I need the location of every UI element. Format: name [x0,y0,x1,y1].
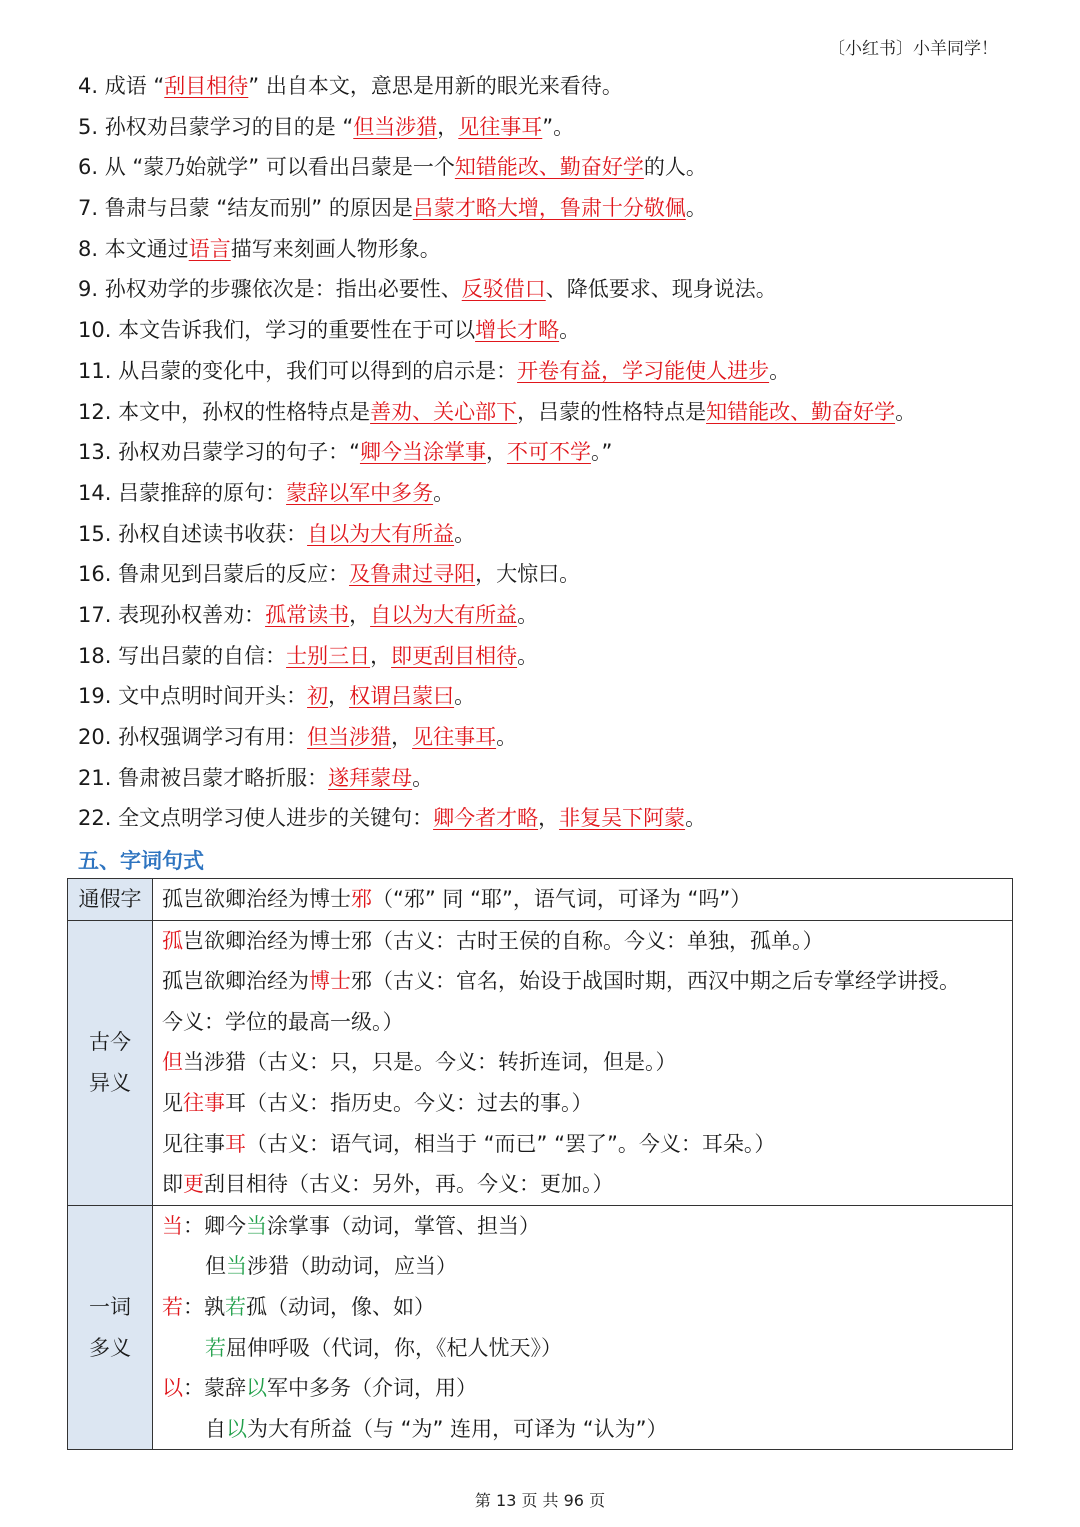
list-item [78,107,1018,148]
question-text: ， [437,114,459,139]
answer-text: 增长才略 [475,318,560,343]
section-title: 五、字词句式 [78,849,204,873]
content-yici [153,1205,1013,1450]
question-text: ， [328,684,350,709]
question-text: 。 [895,399,917,424]
question-text: 。 [433,480,455,505]
label-yici [68,1205,153,1450]
text-span: 屈伸呼吸（代词，你，《杞人忧天》） [226,1335,562,1360]
answer-text: 及鲁肃过寻阳 [349,562,476,587]
question-text: 7. 鲁肃与吕蒙 “结友而别” 的原因是 [78,196,413,221]
table-line [162,1206,1012,1247]
text-span: 即 [162,1172,183,1197]
text-span: 军中多务（介词，用） [267,1376,477,1401]
highlight-char: 更 [183,1172,204,1197]
label-text: 一词 [89,1294,131,1319]
question-text: 。 [559,318,581,343]
answer-text: 非复吴下阿蒙 [559,806,686,831]
content-gujin [153,920,1013,1205]
green-char: 当 [226,1254,247,1279]
question-text: 11. 从吕蒙的变化中，我们可以得到的启示是： [78,358,518,383]
answer-text: 孤常读书 [265,602,350,627]
question-list [78,66,1018,839]
question-text: ”。 [542,114,575,139]
question-text: ” 出自本文，意思是用新的眼光来看待。 [248,74,623,98]
text-span: 卿今 [204,1213,246,1238]
question-text: 10. 本文告诉我们，学习的重要性在于可以 [78,318,476,343]
answer-text: 知错能改、勤奋好学 [706,399,896,424]
question-text: 。 [685,196,707,221]
green-char: 若 [205,1335,226,1360]
highlight-char: 但 [162,1050,183,1075]
question-text: 15. 孙权自述读书收获： [78,521,308,546]
green-char: 以 [246,1376,267,1401]
text-span: ： [183,1294,204,1319]
question-text: 。 [769,358,791,383]
table-row-tongjia [68,879,1013,921]
answer-text: 自以为大有所益 [307,521,455,546]
answer-text: 反驳借口 [461,277,546,302]
list-item [78,758,1018,799]
label-text: 古今 [89,1030,131,1055]
answer-text: 卿今者才略 [433,806,539,831]
table-row-yici [68,1205,1013,1450]
highlight-char: 邪 [351,887,372,911]
list-item [78,188,1018,229]
table-line [162,1164,1012,1205]
question-text: ， [349,602,371,627]
question-text: 4. 成语 “ [78,74,165,98]
list-item [78,717,1018,758]
highlight-char: 孤 [162,928,183,953]
answer-text: 即更刮目相待 [391,643,518,668]
label-text: 多义 [89,1335,131,1360]
table-line [162,1042,1012,1083]
list-item [78,432,1018,473]
list-item [78,66,1018,107]
answer-text: 初 [307,684,329,709]
question-text: 21. 鲁肃被吕蒙才略折服： [78,765,329,790]
question-text: ， [391,725,413,749]
answer-text: 但当涉猎 [353,114,438,139]
text-span: 蒙辞 [204,1376,246,1401]
table-line [162,1246,1012,1287]
answer-text: 吕蒙才略大增，鲁肃十分敬佩 [412,196,686,221]
green-char: 当 [246,1213,267,1238]
answer-text: 知错能改、勤奋好学 [454,155,644,180]
question-text: 18. 写出吕蒙的自信： [78,643,287,668]
list-item [78,595,1018,636]
text-span: 当涉猎（古义：只，只是。今义：转折连词，但是。） [183,1050,677,1075]
text-span: ： [183,1376,204,1401]
table-row-gujin [68,920,1013,1205]
list-item [78,229,1018,270]
label-tongjia [68,879,153,921]
answer-text: 见往事耳 [412,725,497,749]
table-line [162,921,1012,962]
table-line [162,1124,1012,1165]
list-item [78,798,1018,839]
table-line [162,1002,1012,1043]
answer-text: 见往事耳 [458,114,543,139]
answer-text: 自以为大有所益 [370,602,518,627]
question-text: 。 [454,521,476,546]
question-text: 。 [496,725,518,749]
keyword: 若 [162,1294,183,1319]
question-text: 14. 吕蒙推辞的原句： [78,480,287,505]
list-item [78,269,1018,310]
question-text: 。 [412,765,434,790]
question-text: 12. 本文中，孙权的性格特点是 [78,399,371,424]
question-text: ，吕蒙的性格特点是 [517,399,707,424]
question-text: 描写来刻画人物形象。 [230,236,441,261]
question-text: 。 [685,806,707,831]
question-text: 22. 全文点明学习使人进步的关键句： [78,806,434,831]
list-item [78,514,1018,555]
answer-text: 开卷有益，学习能使人进步 [517,358,770,383]
text-span: 涂掌事（动词，掌管、担当） [267,1213,540,1238]
answer-text: 不可不学 [506,440,591,465]
label-text: 通假字 [78,887,142,911]
list-item [78,554,1018,595]
page-header: 〔小红书〕小羊同学！ [828,39,998,59]
table-line [162,1287,1012,1328]
table-line [162,1409,1012,1450]
highlight-char: 博士 [309,969,351,994]
list-item [78,636,1018,677]
answer-text: 卿今当涂掌事 [359,440,486,465]
answer-text: 语言 [188,236,231,261]
list-item [78,392,1018,433]
answer-text: 但当涉猎 [307,725,392,749]
question-text: ，大惊曰。 [475,562,581,587]
question-text: 。 [517,643,539,668]
question-text: 9. 孙权劝学的步骤依次是：指出必要性、 [78,277,462,302]
table-line [162,961,1012,1002]
answer-text: 遂拜蒙母 [328,765,413,790]
list-item [78,351,1018,392]
text-span: 但 [205,1254,226,1279]
question-text: 5. 孙权劝吕蒙学习的目的是 “ [78,114,354,139]
green-char: 以 [226,1416,247,1441]
answer-text: 刮目相待 [164,74,249,98]
text-span: 今义：学位的最高一级。） [162,1009,404,1034]
question-text: 17. 表现孙权善劝： [78,602,266,627]
table-line [162,1083,1012,1124]
question-text: 。 [454,684,476,709]
text-span: 耳（古义：指历史。今义：过去的事。） [225,1090,593,1115]
text-span: 自 [205,1416,226,1441]
question-text: 。” [590,440,613,465]
keyword: 以 [162,1376,183,1401]
text-span: ： [183,1213,204,1238]
text-span: 孤岂欲卿治经为博士 [162,887,351,911]
question-text: 的人。 [643,155,707,180]
text-span: 涉猎（助动词，应当） [247,1254,457,1279]
answer-text: 善劝、关心部下 [370,399,518,424]
table-line [162,879,1012,920]
text-span: 孤（动词，像、如） [246,1294,435,1319]
vocabulary-table [67,878,1013,1450]
question-text: ， [538,806,560,831]
list-item [78,676,1018,717]
question-text: ， [370,643,392,668]
highlight-char: 往事 [183,1090,225,1115]
question-text: 20. 孙权强调学习有用： [78,725,308,749]
label-text: 异义 [89,1070,131,1095]
text-span: 见往事 [162,1131,225,1156]
green-char: 若 [225,1294,246,1319]
list-item [78,310,1018,351]
text-span: 孤岂欲卿治经为 [162,969,309,994]
question-text: ， [485,440,507,465]
question-text: 16. 鲁肃见到吕蒙后的反应： [78,562,350,587]
list-item [78,147,1018,188]
answer-text: 士别三日 [286,643,371,668]
question-text: 。 [517,602,539,627]
question-text: 6. 从 “蒙乃始就学” 可以看出吕蒙是一个 [78,155,455,180]
text-span: 刮目相待（古义：另外，再。今义：更加。） [204,1172,614,1197]
text-span: 见 [162,1090,183,1115]
answer-text: 权谓吕蒙曰 [349,684,455,709]
list-item [78,473,1018,514]
label-gujin [68,920,153,1205]
text-span: 邪（古义：官名，始设于战国时期，西汉中期之后专掌经学讲授。 [351,969,960,994]
table-line [162,1328,1012,1369]
question-text: 19. 文中点明时间开头： [78,684,308,709]
question-text: 、降低要求、现身说法。 [545,277,777,302]
question-text: 13. 孙权劝吕蒙学习的句子：“ [78,440,360,465]
text-span: （古义：语气词，相当于 “而已” “罢了”。今义：耳朵。） [246,1131,776,1156]
answer-text: 蒙辞以军中多务 [286,480,434,505]
page-footer: 第 13 页 共 96 页 [474,1491,606,1510]
highlight-char: 耳 [225,1131,246,1156]
text-span: 为大有所益（与 “为” 连用，可译为 “认为”） [247,1416,668,1441]
text-span: 孰 [204,1294,225,1319]
keyword: 当 [162,1213,183,1238]
text-span: 岂欲卿治经为博士邪（古义：古时王侯的自称。今义：单独，孤单。） [183,928,824,953]
table-line [162,1368,1012,1409]
content-tongjia [153,879,1013,921]
question-text: 8. 本文通过 [78,236,189,261]
text-span: （“邪” 同 “耶”，语气词，可译为 “吗”） [372,887,752,911]
